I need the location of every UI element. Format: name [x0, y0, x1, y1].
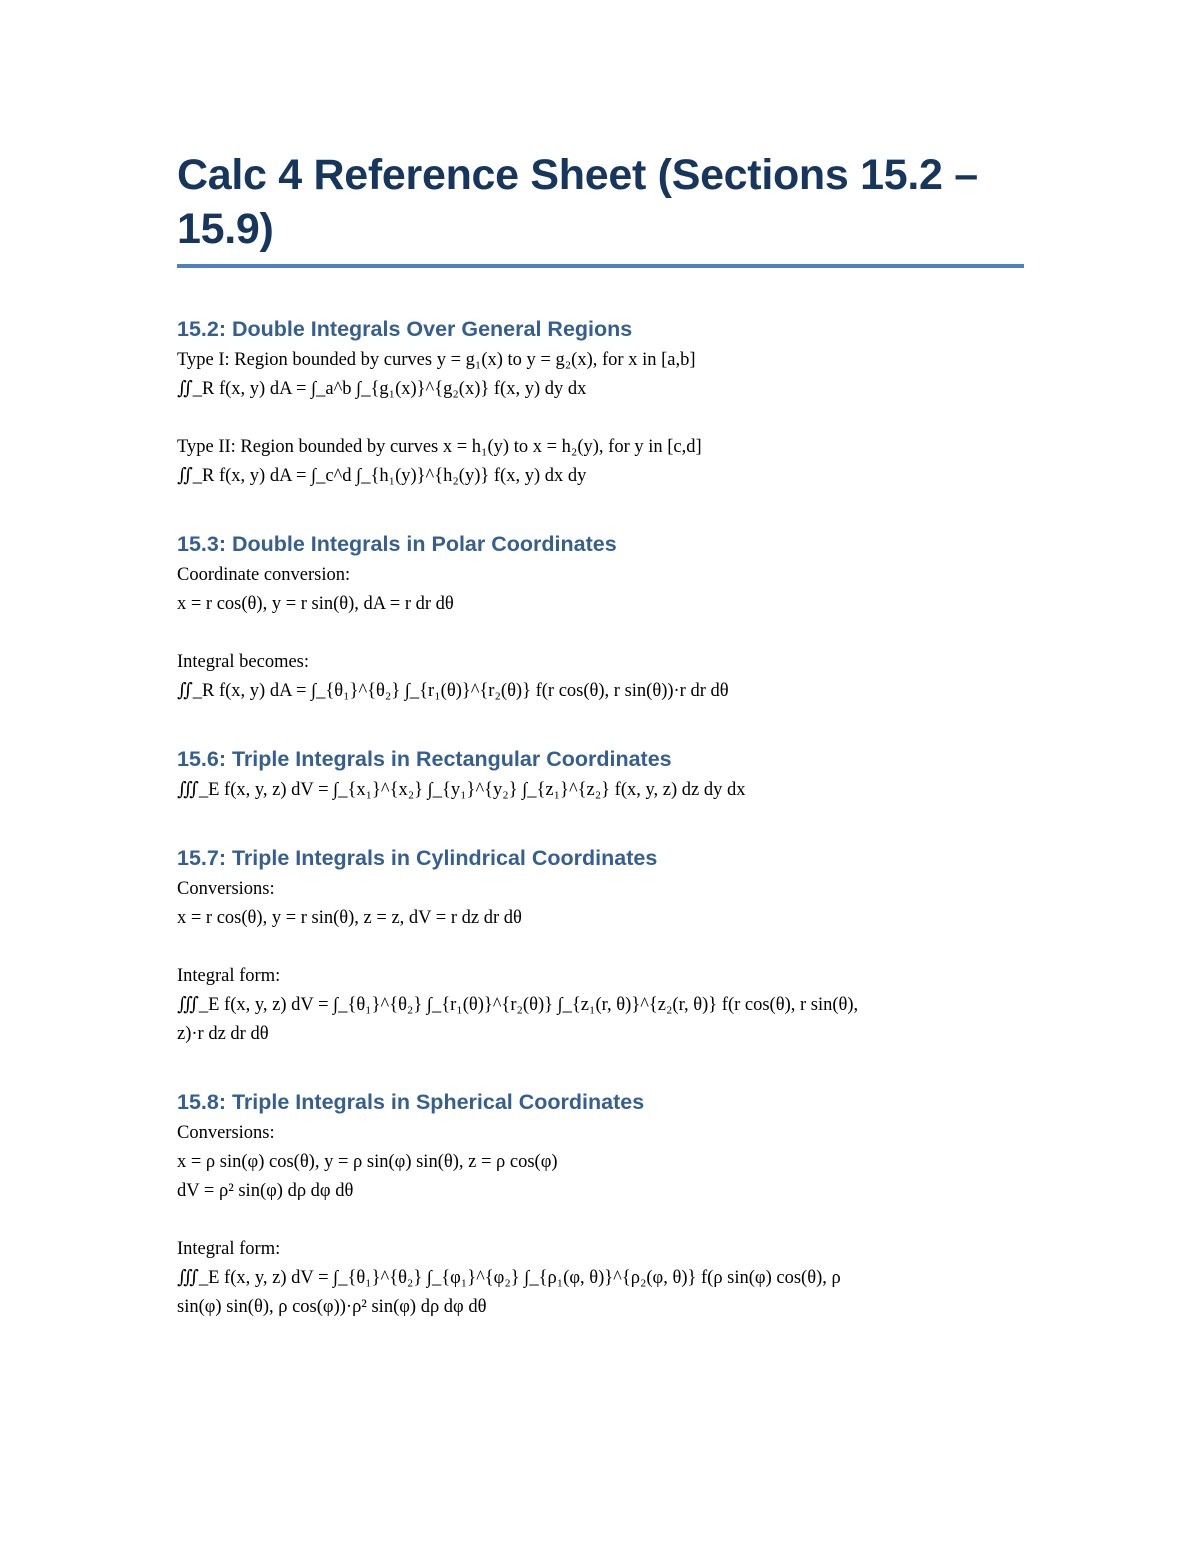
conversion-label: Conversions:	[177, 1123, 275, 1143]
section-heading: 15.3: Double Integrals in Polar Coordinates	[177, 532, 617, 556]
conversion-formula-line-1: x = ρ sin(φ) cos(θ), y = ρ sin(φ) sin(θ), z = ρ cos(φ)	[177, 1152, 558, 1172]
conversion-formula: x = r cos(θ), y = r sin(θ), z = z, dV = r dz dr dθ	[177, 908, 522, 928]
section-heading: 15.2: Double Integrals Over General Regions	[177, 317, 633, 341]
integral-formula-line-1: ∭_E f(x, y, z) dV = ∫_{θ₁}^{θ₂} ∫_{φ₁}^{φ₂} ∫_{ρ₁(φ, θ)}^{ρ₂(φ, θ)} f(ρ sin(φ) cos(θ), ρ	[177, 1268, 841, 1288]
conversion-formula: x = r cos(θ), y = r sin(θ), dA = r dr dθ	[177, 594, 454, 614]
integral-formula-line-2: sin(φ) sin(θ), ρ cos(φ))·ρ² sin(φ) dρ dφ dθ	[177, 1297, 487, 1317]
document-page	[177, 148, 1025, 1360]
document-title: Calc 4 Reference Sheet (Sections 15.2 – 15.9)	[177, 151, 978, 253]
section-heading: 15.7: Triple Integrals in Cylindrical Coordinates	[177, 846, 658, 870]
conversion-label: Coordinate conversion:	[177, 565, 351, 585]
integral-label: Integral becomes:	[177, 652, 310, 672]
section-heading: 15.8: Triple Integrals in Spherical Coordinates	[177, 1090, 645, 1114]
section-15-8	[177, 1087, 1025, 1322]
section-15-6	[177, 744, 1025, 805]
integral-formula: ∬_R f(x, y) dA = ∫_{θ₁}^{θ₂} ∫_{r₁(θ)}^{r₂(θ)} f(r cos(θ), r sin(θ))·r dr dθ	[177, 681, 729, 701]
type-2-formula: ∬_R f(x, y) dA = ∫_c^d ∫_{h₁(y)}^{h₂(y)} f(x, y) dx dy	[177, 466, 587, 486]
conversion-formula-line-2: dV = ρ² sin(φ) dρ dφ dθ	[177, 1181, 354, 1201]
integral-formula-line-1: ∭_E f(x, y, z) dV = ∫_{θ₁}^{θ₂} ∫_{r₁(θ)}^{r₂(θ)} ∫_{z₁(r, θ)}^{z₂(r, θ)} f(r cos(θ), r sin(θ),	[177, 995, 859, 1015]
type-2-description: Type II: Region bounded by curves x = h₁(y) to x = h₂(y), for y in [c,d]	[177, 437, 702, 457]
integral-label: Integral form:	[177, 1239, 281, 1259]
section-15-7	[177, 843, 1025, 1049]
integral-formula-line-2: z)·r dz dr dθ	[177, 1024, 269, 1044]
integral-formula: ∭_E f(x, y, z) dV = ∫_{x₁}^{x₂} ∫_{y₁}^{y₂} ∫_{z₁}^{z₂} f(x, y, z) dz dy dx	[177, 780, 746, 800]
section-heading: 15.6: Triple Integrals in Rectangular Coordinates	[177, 747, 672, 771]
integral-label: Integral form:	[177, 966, 281, 986]
title-underline	[177, 264, 1024, 268]
type-1-description: Type I: Region bounded by curves y = g₁(x) to y = g₂(x), for x in [a,b]	[177, 350, 696, 370]
conversion-label: Conversions:	[177, 879, 275, 899]
section-15-2	[177, 314, 1025, 491]
type-1-formula: ∬_R f(x, y) dA = ∫_a^b ∫_{g₁(x)}^{g₂(x)} f(x, y) dy dx	[177, 379, 587, 399]
section-15-3	[177, 529, 1025, 706]
